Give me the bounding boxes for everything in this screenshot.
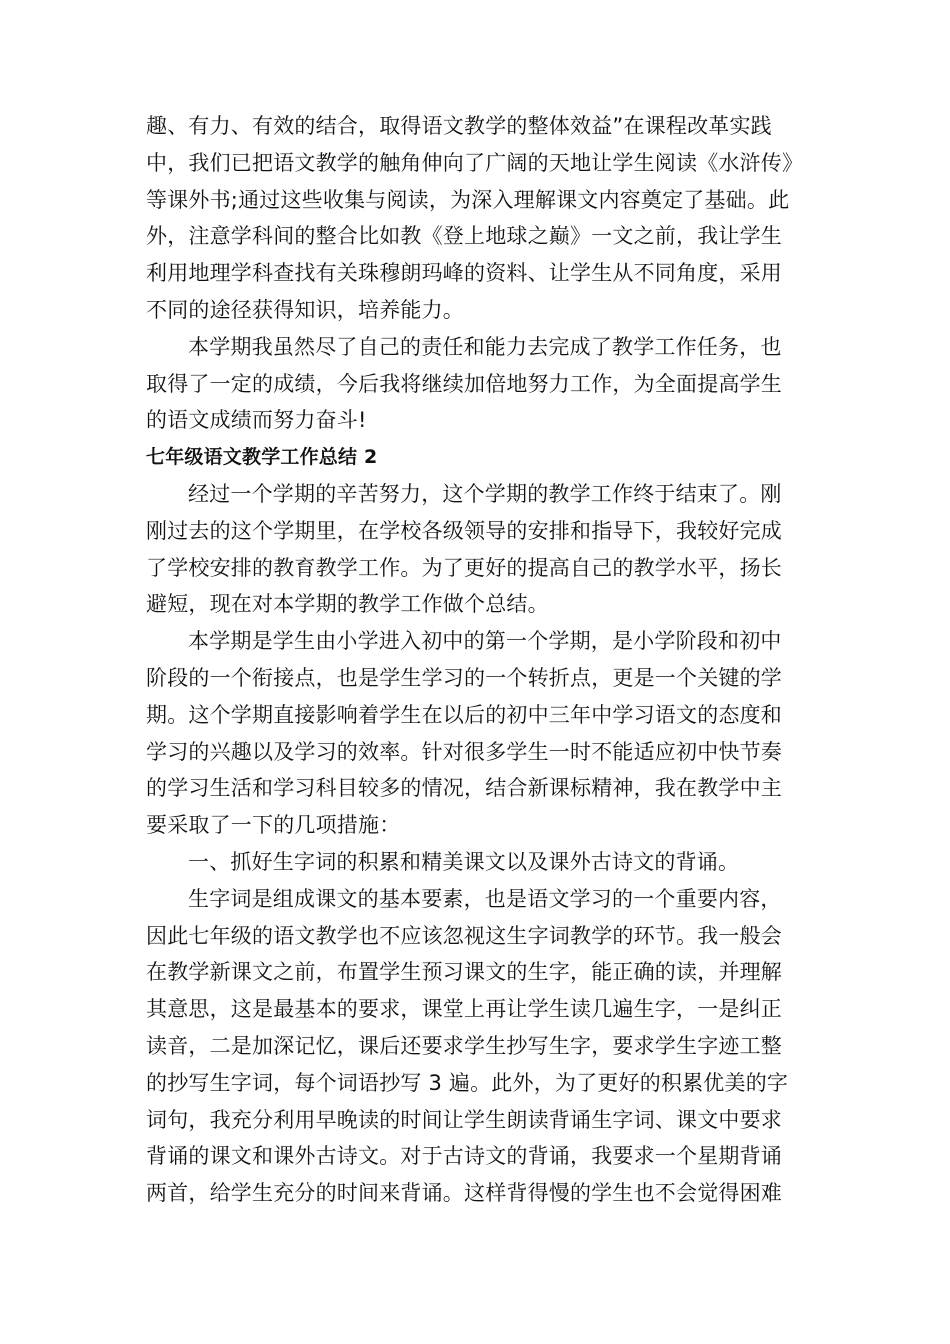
text-line: 词句，我充分利用早晚读的时间让学生朗读背诵生字词、课文中要求 (146, 1107, 782, 1132)
text-line: 取得了一定的成绩，今后我将继续加倍地努力工作，为全面提高学生 (146, 371, 782, 396)
text-line: 了学校安排的教育教学工作。为了更好的提高自己的教学水平，扬长 (146, 555, 782, 580)
text-line: 两首，给学生充分的时间来背诵。这样背得慢的学生也不会觉得困难 (146, 1181, 782, 1206)
text-line: 外，注意学科间的整合比如教《登上地球之巅》一文之前，我让学生 (146, 224, 782, 249)
text-line: 避短，现在对本学期的教学工作做个总结。 (146, 592, 549, 617)
text-line: 的语文成绩而努力奋斗! (146, 408, 367, 433)
text-line: 学习的兴趣以及学习的效率。针对很多学生一时不能适应初中快节奏 (146, 739, 782, 764)
text-line: 中，我们已把语文教学的触角伸向了广阔的天地让学生阅读《水浒传》 (146, 150, 804, 175)
document-body (146, 108, 810, 1212)
text-line: 其意思，这是最基本的要求，课堂上再让学生读几遍生字，一是纠正 (146, 997, 782, 1022)
text-line: 经过一个学期的辛苦努力，这个学期的教学工作终于结束了。刚 (188, 481, 782, 506)
text-line: 要采取了一下的几项措施： (146, 813, 401, 838)
text-line: 在教学新课文之前，布置学生预习课文的生字，能正确的读，并理解 (146, 960, 782, 985)
text-line: 刚过去的这个学期里，在学校各级领导的安排和指导下，我较好完成 (146, 518, 782, 543)
text-line: 等课外书;通过这些收集与阅读，为深入理解课文内容奠定了基础。此 (146, 187, 790, 212)
text-line: 不同的途径获得知识，培养能力。 (146, 297, 464, 322)
text-line: 读音，二是加深记忆，课后还要求学生抄写生字，要求学生字迹工整 (146, 1033, 782, 1058)
text-line: 趣、有力、有效的结合，取得语文教学的整体效益”在课程改革实践 (146, 114, 772, 138)
text-line: 的抄写生字词，每个词语抄写 3 遍。此外，为了更好的积累优美的字 (146, 1070, 789, 1095)
section-heading: 七年级语文教学工作总结 2 (146, 446, 378, 469)
text-line: 本学期我虽然尽了自己的责任和能力去完成了教学工作任务，也 (188, 334, 782, 359)
text-line: 本学期是学生由小学进入初中的第一个学期，是小学阶段和初中 (188, 629, 782, 654)
text-line: 背诵的课文和课外古诗文。对于古诗文的背诵，我要求一个星期背诵 (146, 1144, 782, 1169)
text-line: 一、抓好生字词的积累和精美课文以及课外古诗文的背诵。 (188, 849, 740, 874)
text-line: 因此七年级的语文教学也不应该忽视这生字词教学的环节。我一般会 (146, 923, 782, 948)
text-line: 期。这个学期直接影响着学生在以后的初中三年中学习语文的态度和 (146, 702, 782, 727)
text-line: 利用地理学科查找有关珠穆朗玛峰的资料、让学生从不同角度，采用 (146, 261, 782, 286)
text-line: 阶段的一个衔接点，也是学生学习的一个转折点，更是一个关键的学 (146, 665, 782, 690)
text-line: 的学习生活和学习科目较多的情况，结合新课标精神，我在教学中主 (146, 776, 782, 801)
text-line: 生字词是组成课文的基本要素，也是语文学习的一个重要内容， (188, 886, 782, 911)
